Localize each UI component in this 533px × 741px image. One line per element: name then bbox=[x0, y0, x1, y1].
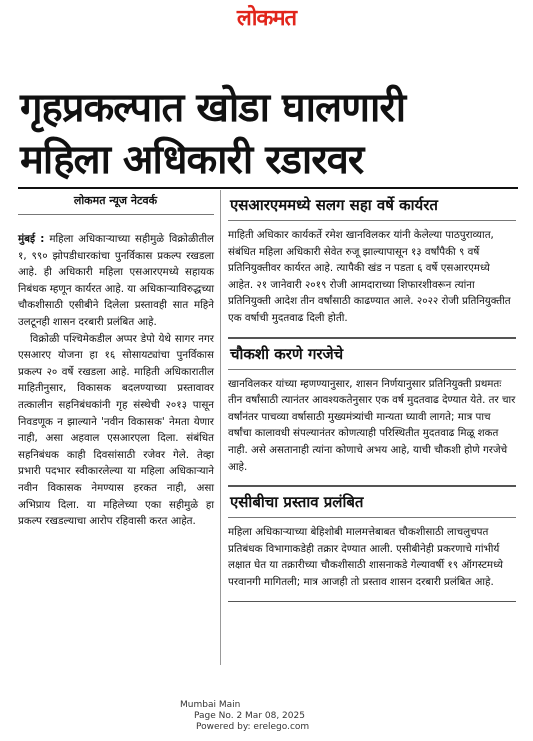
article-paragraph-1 bbox=[18, 231, 214, 331]
section-1-body: माहिती अधिकार कार्यकर्ते रमेश खानविलकर यांनी केलेल्या पाठपुराव्यात, संबंधित महिला अधिकारी सेवेत रुजू झाल्यापासून १३ वर्षांपैकी ९ वर्षे प्रतिनियुक्तीवर कार्यरत आहे. त्यापैकी खंड न पडता ६ वर्षे एसआरएमध्ये आहेत. २१ जानेवारी २०१९ रोजी आमदाराच्या शिफारशीवरून त्यांना प्रतिनियुक्ती आदेश तीन वर्षांसाठी काढण्यात आले. २०२२ रोजी प्रतिनियुक्तीत एक वर्षाची मुदतवाढ दिली होती. bbox=[228, 229, 511, 324]
footer-page-date: Page No. 2 Mar 08, 2025 bbox=[194, 711, 305, 721]
section-2 bbox=[228, 338, 516, 487]
section-1 bbox=[228, 190, 516, 338]
dateline: मुंबई : bbox=[18, 233, 45, 245]
headline-line-1: गृहप्रकल्पात खोडा घालणारी bbox=[20, 85, 406, 131]
section-2-heading: चौकशी करणे गरजेचे bbox=[228, 338, 516, 370]
paragraph-1-text: महिला अधिकाऱ्याच्या सहीमुळे विक्रोळीतील १, ९९० झोपडीधारकांचा पुनर्विकास प्रकल्प रखडला आहे. ही अधिकारी महिला एसआरएमध्ये सहायक निबंधक म्हणून कार्यरत आहे. या अधिकाऱ्याविरुद्धच्या चौकशीसाठी एसीबीने दिलेला प्रस्तावही सात महिने उलटूनही शासन दरबारी प्रलंबित आहे. bbox=[18, 233, 214, 328]
masthead bbox=[0, 4, 533, 38]
left-column bbox=[18, 214, 214, 530]
right-column bbox=[228, 190, 516, 602]
section-3 bbox=[228, 486, 516, 601]
lokmat-logo: लोकमत bbox=[236, 6, 297, 31]
section-3-body: महिला अधिकाऱ्याच्या बेहिशोबी मालमत्तेबाबत चौकशीसाठी लाचलुचपत प्रतिबंधक विभागाकडेही तक्रार देण्यात आली. एसीबीनेही प्रकरणाचे गांभीर्य लक्षात घेत या तक्रारीच्या चौकशीसाठी शासनाकडे गेल्यावर्षी १९ ऑगस्टमध्ये परवानगी मागितली; मात्र आजही तो प्रस्ताव शासन दरबारी प्रलंबित आहे. bbox=[228, 526, 503, 588]
footer-edition: Mumbai Main bbox=[180, 700, 241, 710]
headline-line-2: महिला अधिकारी रडारवर bbox=[20, 137, 364, 183]
footer-powered-by[interactable]: Powered by: erelego.com bbox=[196, 722, 310, 732]
section-3-heading: एसीबीचा प्रस्ताव प्रलंबित bbox=[228, 486, 516, 518]
section-2-body: खानविलकर यांच्या म्हणण्यानुसार, शासन निर्णयानुसार प्रतिनियुक्ती प्रथमतः तीन वर्षांसाठी त्यानंतर आवश्यकतेनुसार एक वर्ष मुदतवाढ देण्यात येते. तर चार वर्षांनंतर पाचव्या वर्षासाठी मुख्यमंत्र्यांची मान्यता घ्यावी लागते; मात्र पाच वर्षांचा कालावधी संपल्यानंतर कोणत्याही परिस्थितीत मुदतवाढ मिळू शकत नाही. असे असतानाही त्यांना कोणाचे अभय आहे, याची चौकशी होणे गरजेचे आहे. bbox=[228, 377, 516, 473]
byline: लोकमत न्यूज नेटवर्क bbox=[73, 194, 158, 207]
headline bbox=[20, 82, 520, 186]
article-paragraph-2: विक्रोळी पश्चिमेकडील अप्पर डेपो येथे सागर नगर एसआरए योजना हा १६ सोसायट्यांचा पुनर्विकास प्रकल्प २० वर्षे रखडला आहे. माहिती अधिकारातील माहितीनुसार, विकासक बदलण्याच्या प्रस्तावावर तत्कालीन सहनिबंधकांनी गृह संस्थेची २०१३ पासून निवडणूक न झाल्याने 'नवीन विकासक' नेमता येणार नाही, असा अहवाल एसआरएला दिला. संबंधित सहनिबंधक काही दिवसांसाठी रजेवर गेले. तेव्हा प्रभारी पदभार स्वीकारलेल्या या महिला अधिकाऱ्याने नवीन विकासक नेमण्यास हरकत नाही, असा अभिप्राय दिला. या महिलेच्या एका सहीमुळे हा प्रकल्प रखडल्याचा आरोप रहिवासी करत आहेत. bbox=[18, 332, 214, 528]
column-divider bbox=[220, 190, 221, 665]
section-1-heading: एसआरएममध्ये सलग सहा वर्षे कार्यरत bbox=[228, 190, 516, 221]
footer bbox=[180, 700, 350, 733]
headline-rule bbox=[18, 187, 518, 189]
